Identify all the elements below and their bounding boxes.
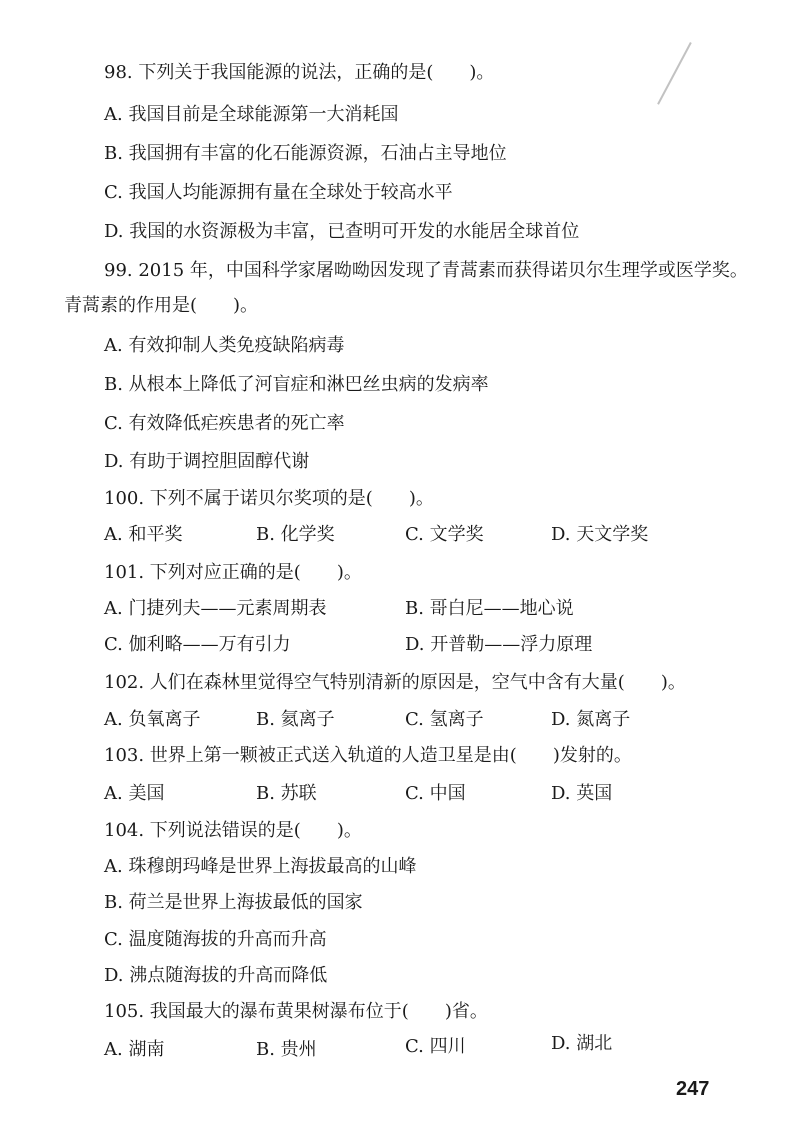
question-stem: 99. 2015 年，中国科学家屠呦呦因发现了青蒿素而获得诺贝尔生理学或医学奖。 xyxy=(104,260,748,281)
option: C. 伽利略——万有引力 xyxy=(104,634,291,655)
option: A. 门捷列夫——元素周期表 xyxy=(104,598,327,619)
option: C. 我国人均能源拥有量在全球处于较高水平 xyxy=(104,182,453,203)
option: C. 文学奖 xyxy=(405,524,484,545)
option: C. 中国 xyxy=(405,783,466,804)
option: B. 氦离子 xyxy=(256,709,335,730)
option: D. 开普勒——浮力原理 xyxy=(405,634,593,655)
option: A. 有效抑制人类免疫缺陷病毒 xyxy=(104,335,345,356)
option: D. 我国的水资源极为丰富，已查明可开发的水能居全球首位 xyxy=(104,221,580,242)
option: C. 有效降低疟疾患者的死亡率 xyxy=(104,413,345,434)
option: A. 负氧离子 xyxy=(104,709,201,730)
option: D. 沸点随海拔的升高而降低 xyxy=(104,965,328,986)
option: A. 我国目前是全球能源第一大消耗国 xyxy=(104,104,399,125)
option: B. 荷兰是世界上海拔最低的国家 xyxy=(104,892,363,913)
question-stem: 105. 我国最大的瀑布黄果树瀑布位于( )省。 xyxy=(104,1001,488,1022)
question-stem: 100. 下列不属于诺贝尔奖项的是( )。 xyxy=(104,488,434,509)
option: C. 温度随海拔的升高而升高 xyxy=(104,929,327,950)
option: B. 哥白尼——地心说 xyxy=(405,598,574,619)
option: A. 湖南 xyxy=(104,1039,165,1060)
question-stem: 102. 人们在森林里觉得空气特别清新的原因是，空气中含有大量( )。 xyxy=(104,672,686,693)
option: D. 氮离子 xyxy=(551,709,631,730)
option: B. 苏联 xyxy=(256,783,317,804)
option: A. 和平奖 xyxy=(104,524,183,545)
option: A. 珠穆朗玛峰是世界上海拔最高的山峰 xyxy=(104,856,417,877)
option: D. 英国 xyxy=(551,783,613,804)
option: B. 贵州 xyxy=(256,1039,317,1060)
option: B. 我国拥有丰富的化石能源资源，石油占主导地位 xyxy=(104,143,507,164)
option: D. 湖北 xyxy=(551,1033,613,1054)
option: D. 有助于调控胆固醇代谢 xyxy=(104,451,310,472)
question-stem: 104. 下列说法错误的是( )。 xyxy=(104,820,362,841)
option: C. 四川 xyxy=(405,1036,466,1057)
option: D. 天文学奖 xyxy=(551,524,649,545)
option: B. 从根本上降低了河盲症和淋巴丝虫病的发病率 xyxy=(104,374,489,395)
question-stem: 98. 下列关于我国能源的说法，正确的是( )。 xyxy=(104,62,495,83)
pen-mark xyxy=(657,42,692,105)
question-stem-cont: 青蒿素的作用是( )。 xyxy=(64,295,259,316)
option: A. 美国 xyxy=(104,783,165,804)
question-stem: 101. 下列对应正确的是( )。 xyxy=(104,562,362,583)
question-stem: 103. 世界上第一颗被正式送入轨道的人造卫星是由( )发射的。 xyxy=(104,745,632,766)
page-number: 247 xyxy=(676,1078,710,1100)
option: B. 化学奖 xyxy=(256,524,335,545)
option: C. 氢离子 xyxy=(405,709,484,730)
